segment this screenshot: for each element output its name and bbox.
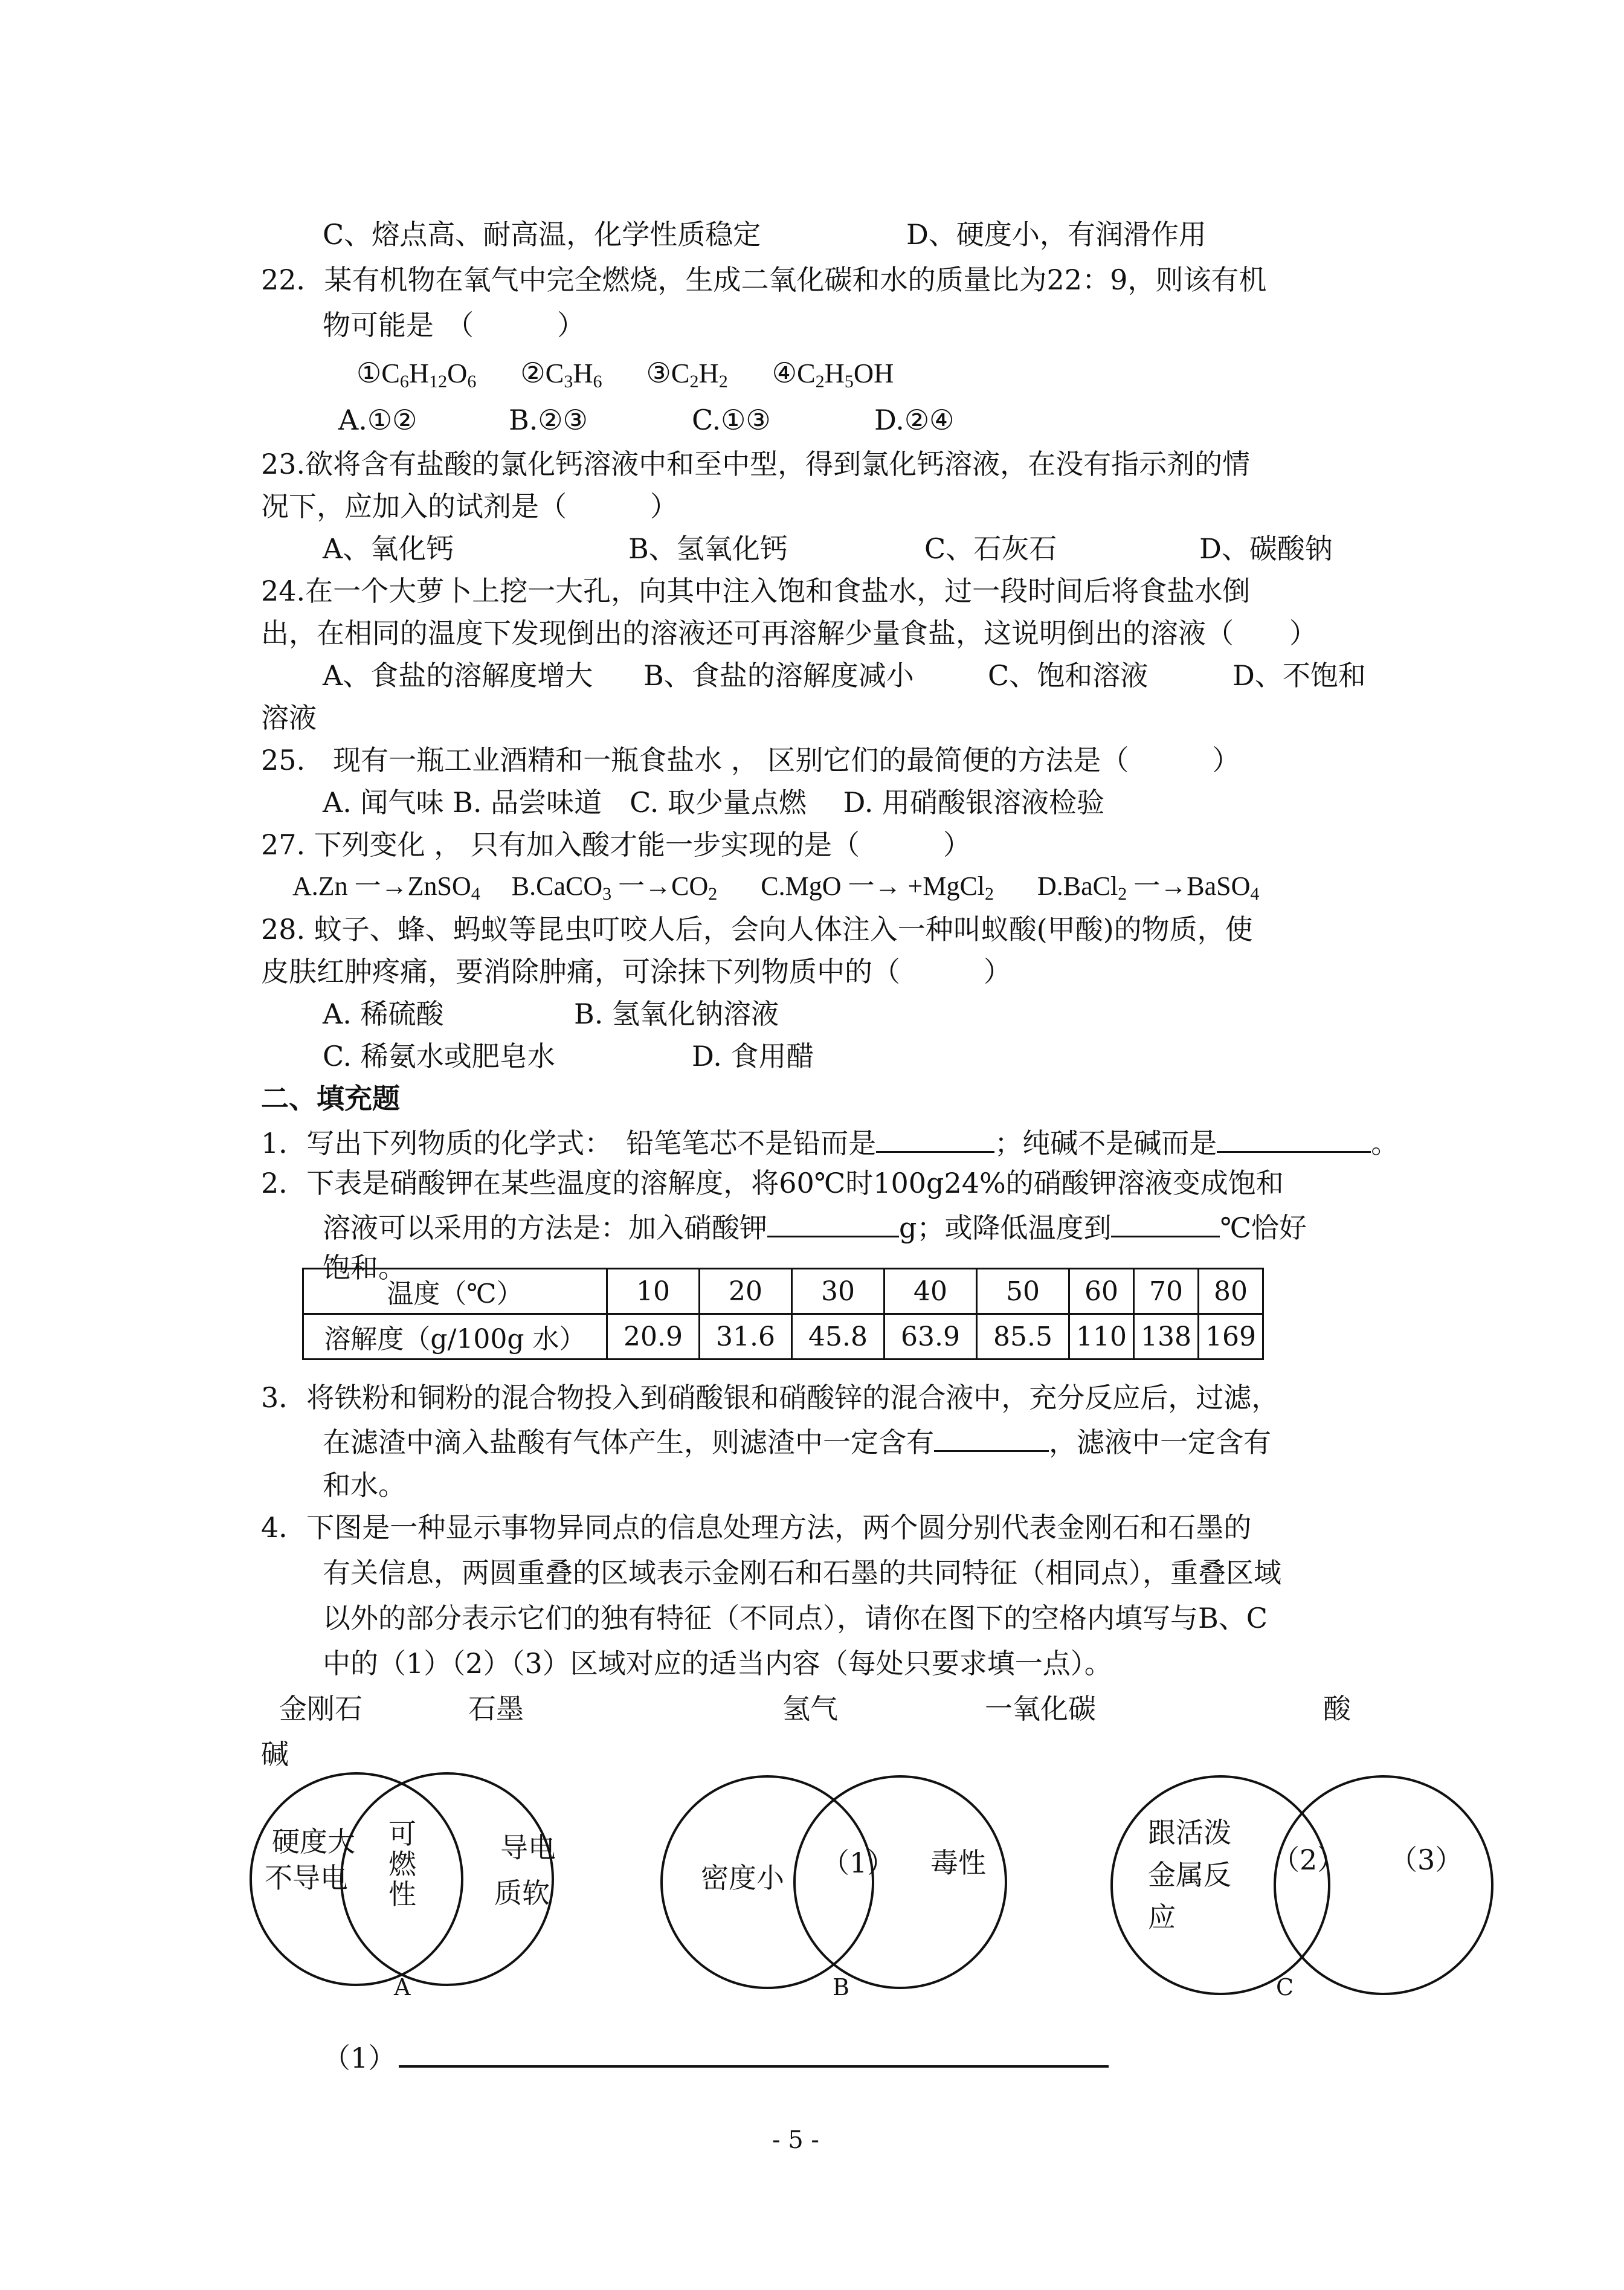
q25-options: A. 闻气味 B. 品尝味道 C. 取少量点燃 D. 用硝酸银溶液检验 [323,786,1105,819]
venn-a-right-text-1: 导电 [500,1831,556,1864]
table-cell: 169 [1198,1314,1263,1359]
venn-c-label: C [1276,1974,1294,2001]
venn-b-label: B [833,1974,849,2001]
compound-4: $④C_2H_5OH$ [772,358,894,392]
q23-option-c: C、石灰石 [924,532,1057,565]
table-cell: 20 [700,1269,792,1314]
fill2-text-a: 溶液可以采用的方法是：加入硝酸钾 [323,1211,767,1244]
q24-stem-line1: 24.在一个大萝卜上挖一大孔，向其中注入饱和食盐水，过一段时间后将食盐水倒 [261,575,1251,607]
q28-stem-line2: 皮肤红肿疼痛，要消除肿痛，可涂抹下列物质中的（ ） [261,955,1011,988]
venn-a-right-title: 石墨 [468,1692,524,1725]
venn-b-left-title: 氢气 [782,1692,838,1725]
q22-stem-text: 物可能是 [323,309,434,341]
table-cell: 70 [1133,1269,1198,1314]
venn-b-left-text: 密度小 [701,1862,784,1894]
table-cell: 138 [1133,1314,1198,1359]
fill3-line3: 和水。 [323,1469,406,1501]
venn-a-left-text-2: 不导电 [265,1862,348,1894]
q28-option-d: D. 食用醋 [692,1040,814,1072]
fill4-line3: 以外的部分表示它们的独有特征（不同点），请你在图下的空格内填写与B、C [323,1602,1268,1634]
compound-2: $②C_3H_6$ [520,358,602,392]
table-cell: 45.8 [792,1314,884,1359]
q23-stem-line1: 23.欲将含有盐酸的氯化钙溶液中和至中型，得到氯化钙溶液，在没有指示剂的情 [261,448,1251,480]
venn-a-left-title: 金刚石 [279,1692,362,1725]
venn-c-right-title: 酸 [1323,1692,1351,1725]
fill4-line2: 有关信息，两圆重叠的区域表示金刚石和石墨的共同特征（相同点），重叠区域 [323,1556,1281,1589]
q23-option-b: B、氢氧化钙 [628,532,788,565]
q23-stem-line2: 况下，应加入的试剂是（ ） [261,490,678,523]
fill1-mid: ；纯碱不是碱而是 [994,1127,1217,1160]
fill4-line4: 中的（1）（2）（3）区域对应的适当内容（每处只要求填一点）。 [323,1647,1112,1680]
venn-b-right-title: 一氧化碳 [985,1692,1096,1725]
table-cell: 20.9 [607,1314,700,1359]
q24-option-d-tail: 溶液 [261,702,317,734]
q21-option-c: C、熔点高、耐高温，化学性质稳定 [323,218,761,251]
venn-b-overlap-text: （1） [822,1847,895,1879]
fill2-text-b: g；或降低温度到 [899,1211,1112,1244]
q21-option-d: D、硬度小，有润滑作用 [906,218,1207,251]
fill3-text-b: ，滤液中一定含有 [1049,1426,1271,1459]
venn-a-label: A [394,1974,411,2001]
q27-option-a: A.Zn 一→ZnSO$_4$ [292,871,480,904]
venn-b-right-circle [794,1776,1006,1988]
table-cell: 31.6 [700,1314,792,1359]
table-cell: 110 [1069,1314,1134,1359]
venn-a-right-text-2: 质软 [494,1877,550,1909]
q24-option-c: C、饱和溶液 [988,659,1149,692]
table-header-temperature: 温度（℃） [303,1269,607,1314]
fill2-line3: 饱和。 [323,1251,406,1284]
fill1-end: 。 [1371,1127,1399,1160]
table-cell: 80 [1198,1269,1263,1314]
compound-3: $③C_2H_2$ [646,358,728,392]
q23-option-a: A、氧化钙 [323,532,454,565]
q23-option-d: D、碳酸钠 [1199,532,1333,565]
venn-c-left-text-1: 跟活泼 [1148,1816,1231,1849]
table-cell: 60 [1069,1269,1134,1314]
q22-option-a: A.①② [338,404,417,436]
q25-stem: 25. 现有一瓶工业酒精和一瓶食盐水 ， 区别它们的最简便的方法是（ ） [261,744,1240,776]
q24-option-a: A、食盐的溶解度增大 [323,659,593,692]
table-cell: 50 [977,1269,1069,1314]
q24-option-d: D、不饱和 [1232,659,1366,692]
table-cell: 85.5 [977,1314,1069,1359]
fill2-line1: 2．下表是硝酸钾在某些温度的溶解度，将60℃时100g24%的硝酸钾溶液变成饱和 [261,1167,1284,1199]
q28-option-c: C. 稀氨水或肥皂水 [323,1040,555,1072]
venn-a-left-text-1: 硬度大 [272,1825,355,1858]
venn-c-right-circle [1275,1776,1492,1994]
q28-stem-line1: 28. 蚊子、蜂、蚂蚁等昆虫叮咬人后，会向人体注入一种叫蚁酸(甲酸)的物质，使 [261,913,1253,946]
q24-stem-line2: 出，在相同的温度下发现倒出的溶液还可再溶解少量食盐，这说明倒出的溶液（ ） [261,617,1317,650]
q27-stem: 27. 下列变化 ， 只有加入酸才能一步实现的是（ ） [261,828,971,861]
venn-c-overlap-text: （2） [1272,1843,1345,1876]
venn-a-overlap-text: 可燃性 [388,1817,416,1911]
q22-option-c: C.①③ [692,404,771,436]
q24-option-b: B、食盐的溶解度减小 [643,659,914,692]
q22-option-b: B.②③ [509,404,588,436]
compound-1: $①C_6H_{12}O_6$ [356,358,477,392]
section-title: 二、填充题 [261,1082,400,1115]
fill1-text: 1．写出下列物质的化学式： 铅笔笔芯不是铅而是 [261,1127,877,1160]
q27-option-d: D.BaCl$_2$ 一→BaSO$_4$ [1037,871,1260,904]
fill2-text-c: ℃恰好 [1220,1211,1307,1244]
table-header-solubility: 溶解度（g/100g 水） [303,1314,607,1359]
q28-option-b: B. 氢氧化钠溶液 [574,998,779,1030]
table-cell: 63.9 [884,1314,977,1359]
venn-c-right-text: （3） [1390,1843,1463,1876]
q22-answer-paren: （ ） [446,309,585,341]
venn-c-left-title: 碱 [261,1738,289,1770]
q28-option-a: A. 稀硫酸 [323,998,444,1030]
venn-c-left-text-3: 应 [1148,1901,1176,1934]
fill3-text-a: 在滤渣中滴入盐酸有气体产生，则滤渣中一定含有 [323,1426,934,1459]
fill3-line1: 3．将铁粉和铜粉的混合物投入到硝酸银和硝酸锌的混合液中，充分反应后，过滤， [261,1381,1280,1414]
venn-c-left-text-2: 金属反 [1148,1859,1231,1891]
q27-option-c: C.MgO 一→ +MgCl$_2$ [761,871,994,904]
table-cell: 30 [792,1269,884,1314]
page-number: - 5 - [772,2126,819,2154]
fill4-line1: 4．下图是一种显示事物异同点的信息处理方法，两个圆分别代表金刚石和石墨的 [261,1511,1252,1544]
venn-b-right-text: 毒性 [930,1847,986,1879]
table-cell: 40 [884,1269,977,1314]
q22-option-d: D.②④ [874,404,955,436]
table-cell: 10 [607,1269,700,1314]
answer1-label: （1） [323,2042,396,2074]
q27-option-b: B.CaCO$_3$ 一$\to CO_2$ [511,871,718,904]
q22-stem-line1: 22．某有机物在氧气中完全燃烧，生成二氧化碳和水的质量比为22：9，则该有机 [261,263,1267,296]
